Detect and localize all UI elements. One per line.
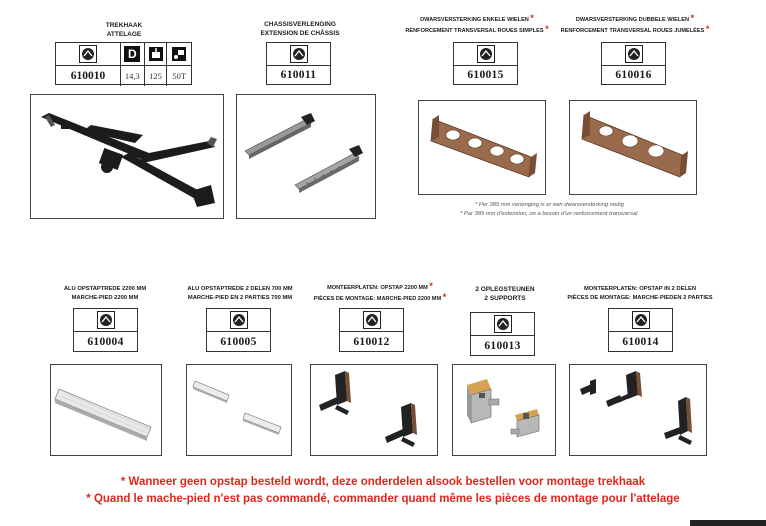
towbar-brand-logo-icon <box>79 45 97 63</box>
brand-logo-icon <box>494 315 512 333</box>
vertical-load-value: 125 <box>149 71 162 81</box>
vertical-load-icon <box>148 46 164 62</box>
product-code: 610014 <box>622 335 659 348</box>
product-code: 610004 <box>87 335 124 348</box>
chassis-code-box <box>266 42 331 85</box>
alu-opstap-2-code-box <box>206 308 271 352</box>
trekhaak-title: TREKHAAK ATTELAGE <box>105 22 143 38</box>
dwars-dubbel-code-box <box>601 42 666 85</box>
warning-fr: * Quand le mache-pied n'est pas commandé, commander quand même les pièces de montage pour l'attelage <box>86 493 680 505</box>
product-code: 610015 <box>467 69 504 81</box>
alu-opstap-code-box <box>73 308 138 352</box>
montage-2delen-code-box <box>608 308 673 352</box>
note-fr: * Par 385 mm d'extension, on a besoin d'un renforcement transversal <box>460 211 638 217</box>
page-corner-bar <box>690 520 766 526</box>
dwars-enkel-code-box <box>453 42 518 85</box>
alu-opstap-title: ALU OPSTAPTREDE 2200 MM MARCHE-PIED 2200 MM <box>63 286 147 301</box>
brand-logo-icon <box>290 45 308 63</box>
dwars-enkel-title: DWARSVERSTERKING ENKELE WIELEN * RENFORCEMENT TRANSVERSAL ROUES SIMPLES * <box>405 13 549 34</box>
alu-opstap-2-title: ALU OPSTAPTREDE 2 DELEN 700 MM MARCHE-PIED EN 2 PARTIES 700 MM <box>187 286 293 301</box>
montage-opstap-title: MONTEERPLATEN: OPSTAP 2200 MM * PIÈCES DE MONTAGE: MARCHE-PIED 2200 MM * <box>313 281 447 302</box>
trekhaak-photo <box>30 94 224 219</box>
brand-logo-icon <box>230 311 248 329</box>
brand-logo-icon <box>632 311 650 329</box>
product-code: 610013 <box>484 339 521 352</box>
product-code: 610011 <box>280 69 317 81</box>
product-code: 610010 <box>70 70 106 82</box>
brand-logo-icon <box>625 45 643 63</box>
product-code: 610012 <box>353 335 390 348</box>
montage-opstap-photo <box>310 364 438 456</box>
dwars-enkel-photo <box>418 100 546 195</box>
oplegsteunen-photo <box>452 364 556 456</box>
dwars-dubbel-photo <box>569 100 697 195</box>
montage-2delen-photo <box>569 364 707 456</box>
d-value: 14,3 <box>124 71 140 81</box>
chassis-title: CHASSISVERLENGING EXTENSION DE CHÂSSIS <box>260 21 340 37</box>
alu-opstap-2-photo <box>186 364 292 456</box>
product-code: 610016 <box>615 69 652 81</box>
trekhaak-icon-row <box>56 43 191 66</box>
brand-logo-icon <box>363 311 381 329</box>
class-d-badge: D <box>124 46 140 62</box>
trekhaak-values-row <box>56 66 191 86</box>
oplegsteunen-code-box <box>470 312 535 356</box>
oplegsteunen-title: 2 OPLEGSTEUNEN 2 SUPPORTS <box>475 286 535 302</box>
trailer-load-value: 50T <box>172 71 187 81</box>
chassis-photo <box>236 94 376 219</box>
dwars-dubbel-title: DWARSVERSTERKING DUBBELE WIELEN * RENFORCEMENT TRANSVERSAL ROUES JUMELÉES * <box>560 13 710 34</box>
trailer-load-icon <box>171 46 187 62</box>
warning-nl: * Wanneer geen opstap besteld wordt, deze onderdelen alsook bestellen voor montage trekhaak <box>120 476 646 488</box>
product-code: 610005 <box>220 335 257 348</box>
brand-logo-icon <box>477 45 495 63</box>
note-nl: * Per 385 mm verlenging is er een dwarsversterking nodig <box>475 202 624 208</box>
montage-opstap-code-box <box>339 308 404 352</box>
montage-2delen-title: MONTEERPLATEN: OPSTAP IN 2 DELEN PIÈCES DE MONTAGE: MARCHE-PIEDEN 2 PARTIES <box>567 286 713 301</box>
brand-logo-icon <box>97 311 115 329</box>
alu-opstap-photo <box>50 364 162 456</box>
trekhaak-spec-table <box>55 42 192 85</box>
